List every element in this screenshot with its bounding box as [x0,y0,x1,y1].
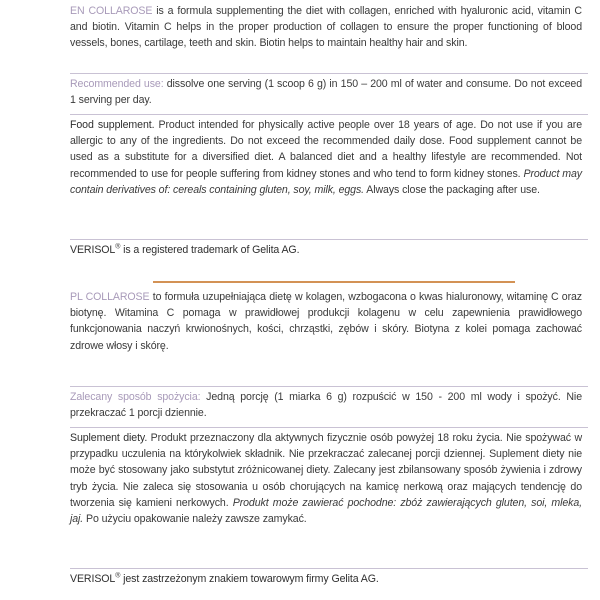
pl-separator-2 [70,427,588,428]
en-intro-lead: EN COLLAROSE [70,5,153,17]
pl-supplement-lead: Suplement diety. [70,432,148,444]
en-separator-1 [70,73,588,74]
pl-separator-1 [70,386,588,387]
pl-intro-body: to formuła uzupełniająca dietę w kolagen, wzbogacona o kwas hialuronowy, witaminę C oraz biotynę. Witamina C pomaga w prawidłowej produkcji kolagenu w celu zapewnienia prawidłowego funkcjonowania naczyń krwionośnych, kości, chrząstki, zębów i skóry. Biotyna z kolei pomaga zachować zdrowe włosy i skórę. [70,291,583,352]
pl-usage-paragraph [70,389,582,421]
pl-intro-lead: PL COLLAROSE [70,291,150,303]
pl-supplement-paragraph [70,430,582,527]
pl-usage-text [70,389,582,421]
en-trademark-registered-mark: ® [115,243,121,251]
pl-intro-paragraph [70,289,582,354]
en-usage-text [70,76,582,108]
en-usage-paragraph [70,76,582,108]
en-trademark-line [70,242,582,258]
en-supplement-text [70,117,582,198]
pl-supplement-body: Produkt przeznaczony dla aktywnych fizycznie osób powyżej 18 roku życia. Nie spożywać w przypadku uczulenia na którykolwiek składnik. Nie przekraczać zalecanej porcji dziennej. Suplement diety nie może być stosowany jako substytut zróżnicowanej diety. Zalecany jest zbilansowany sposób żywienia i zdrowy tryb życia. Nie zaleca się stosowania u osób chorujących na kamicę nerkową oraz mających tendencję do tworzenia się kamieni nerkowych. [70,432,583,509]
en-allergen-note: Product may contain derivatives of: cereals containing gluten, soy, milk, eggs. [70,167,582,196]
pl-trademark-registered-mark: ® [115,572,121,580]
pl-trademark-body: jest zastrzeżonym znakiem towarowym firmy Gelita AG. [120,573,379,585]
en-separator-3 [70,239,588,240]
en-separator-2 [70,114,588,115]
en-trademark-text [70,242,582,258]
label-text-panel [70,0,600,600]
pl-intro-text [70,289,582,354]
pl-usage-body: Jedną porcję (1 miarka 6 g) rozpuścić w 150 - 200 ml wody i spożyć. Nie przekraczać 1 porcji dziennie. [70,391,582,420]
language-divider [153,281,515,283]
en-supplement-body: Product intended for physically active people over 18 years of age. Do not use if you are allergic to any of the ingredients. Do not exceed the recommended daily dose. Food supplement cannot be used as a substitute for a diversified diet. A balanced diet and a healthy lifestyle are recommended. Not recommended to use for people suffering from kidney stones and who tend to form kidney stones. [70,119,582,180]
en-supplement-tail: Always close the packaging after use. [364,183,540,196]
en-intro-text [70,3,582,52]
pl-supplement-tail: Po użyciu opakowanie należy zawsze zamykać. [83,513,307,526]
en-trademark-body: is a registered trademark of Gelita AG. [120,244,300,256]
en-supplement-paragraph [70,117,582,198]
pl-separator-3 [70,568,588,569]
pl-trademark-brand: VERISOL [70,573,116,585]
pl-trademark-line [70,571,582,587]
pl-allergen-note: Produkt może zawierać pochodne: zbóż zawierających gluten, soi, mleka, jaj. [70,496,582,526]
en-supplement-lead: Food supplement. [70,119,155,131]
pl-supplement-text [70,430,582,527]
pl-trademark-text [70,571,582,587]
en-intro-paragraph [70,3,582,52]
en-usage-body: dissolve one serving (1 scoop 6 g) in 150 – 200 ml of water and consume. Do not exceed 1 serving per day. [70,78,582,107]
en-trademark-brand: VERISOL [70,244,116,256]
pl-usage-lead: Zalecany sposób spożycia: [70,391,201,403]
en-usage-lead: Recommended use: [70,78,164,90]
en-intro-body: is a formula supplementing the diet with collagen, enriched with hyaluronic acid, vitamin C and biotin. Vitamin C helps in the proper production of collagen to ensure the proper functioning of blood vessels, bones, cartilage, teeth and skin. Biotin helps to maintain healthy hair and skin. [70,5,582,50]
